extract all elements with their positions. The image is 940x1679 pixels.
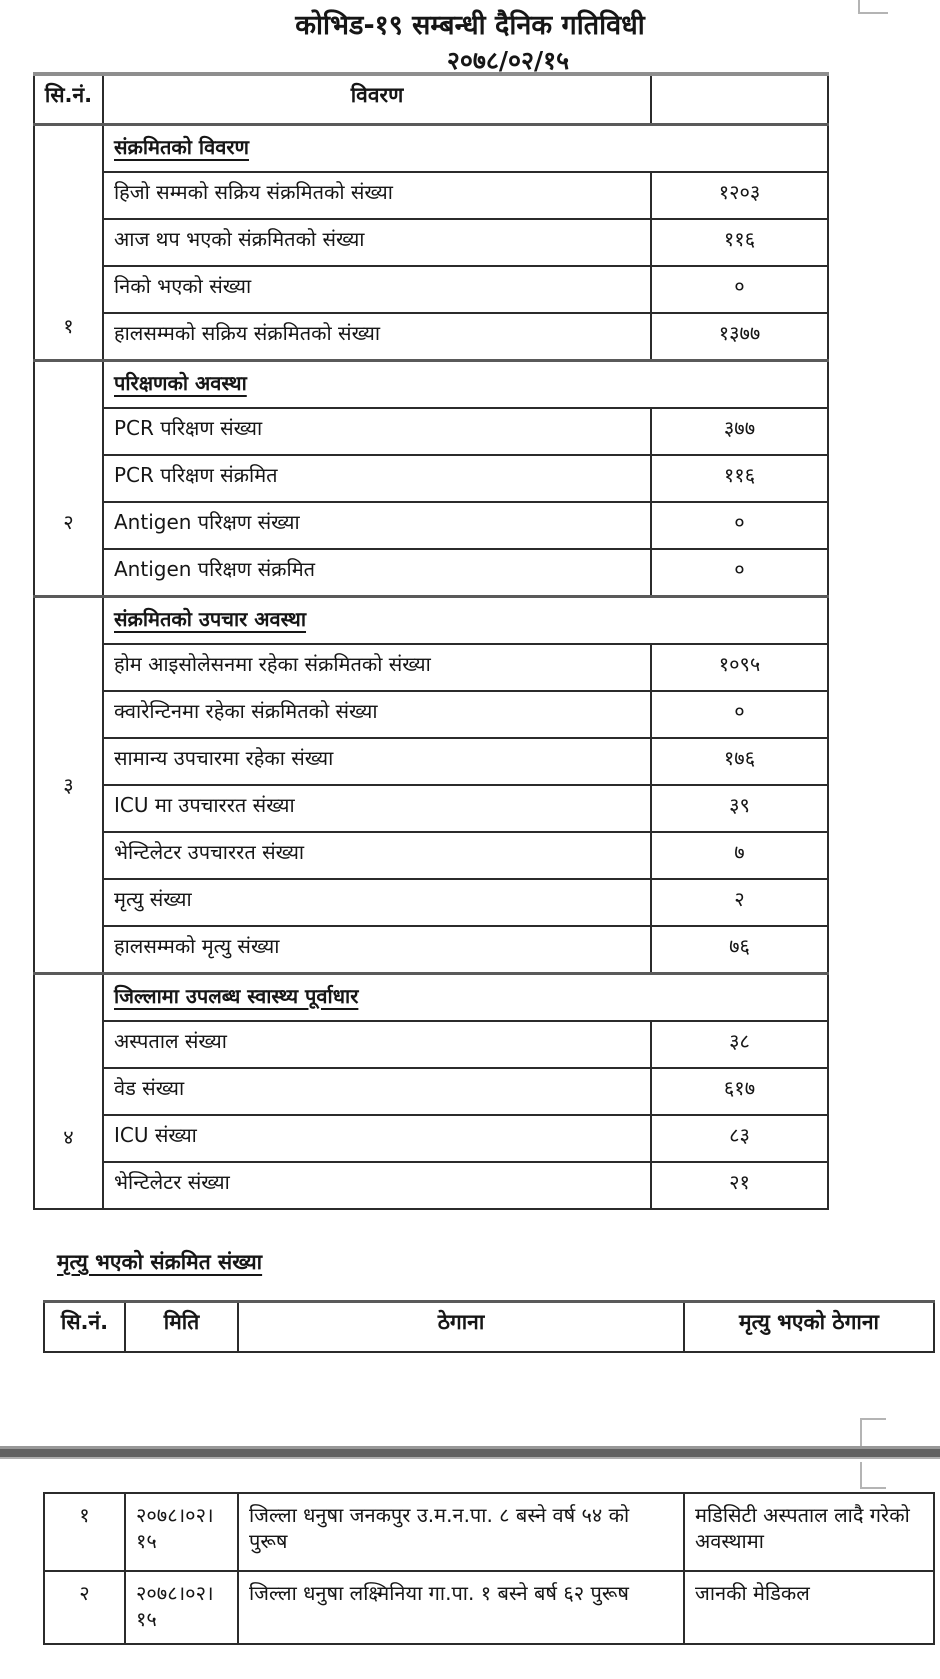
section-title (103, 360, 828, 408)
col-header-detail: विवरण (103, 74, 651, 124)
table-row (34, 219, 828, 266)
row-value: ३८ (651, 1021, 828, 1068)
deaths-table-header (43, 1300, 935, 1353)
death-address: जिल्ला धनुषा जनकपुर उ.म.न.पा. ८ बस्ने वर्ष ५४ को पुरूष (238, 1493, 684, 1571)
row-label: भेन्टिलेटर उपचाररत संख्या (103, 832, 651, 879)
death-sn: २ (44, 1571, 125, 1644)
page-break-divider (0, 1446, 940, 1459)
row-label: PCR परिक्षण संख्या (103, 408, 651, 455)
row-value: ११६ (651, 219, 828, 266)
section-title-text: परिक्षणको अवस्था (114, 370, 247, 395)
table-row (34, 832, 828, 879)
table-row (34, 926, 828, 973)
table-row (34, 738, 828, 785)
deaths-table-rows (43, 1492, 935, 1645)
row-label: सामान्य उपचारमा रहेका संख्या (103, 738, 651, 785)
row-value: ० (651, 549, 828, 596)
col-header: मिति (125, 1302, 238, 1352)
table-row (34, 879, 828, 926)
row-label: अस्पताल संख्या (103, 1021, 651, 1068)
row-label: ICU मा उपचाररत संख्या (103, 785, 651, 832)
row-label: PCR परिक्षण संक्रमित (103, 455, 651, 502)
col-header-value (651, 74, 828, 124)
row-label: Antigen परिक्षण संक्रमित (103, 549, 651, 596)
death-address: जिल्ला धनुषा लक्ष्मिनिया गा.पा. १ बस्ने बर्ष ६२ पुरूष (238, 1571, 684, 1644)
page-corner-mark (860, 1418, 862, 1447)
death-sn: १ (44, 1493, 125, 1571)
col-header: मृत्यु भएको ठेगाना (684, 1302, 934, 1352)
col-header: ठेगाना (238, 1302, 684, 1352)
row-label: वेड संख्या (103, 1068, 651, 1115)
row-value: ७ (651, 832, 828, 879)
row-value: १२०३ (651, 172, 828, 219)
section-title-text: संक्रमितको उपचार अवस्था (114, 606, 307, 631)
table-row (34, 644, 828, 691)
row-value: ० (651, 266, 828, 313)
section-title (103, 973, 828, 1021)
table-row (44, 1571, 934, 1644)
row-value: १०९५ (651, 644, 828, 691)
daily-activity-table (33, 72, 829, 1210)
section-title (103, 124, 828, 172)
row-value: १३७७ (651, 313, 828, 360)
death-place: जानकी मेडिकल (684, 1571, 934, 1644)
section-title (103, 596, 828, 644)
table-row (34, 313, 828, 360)
section-number: ३ (34, 596, 103, 973)
table-row (34, 549, 828, 596)
row-value: २१ (651, 1162, 828, 1209)
section-number: १ (34, 124, 103, 360)
section-title-row (34, 124, 828, 172)
row-label: हिजो सम्मको सक्रिय संक्रमितको संख्या (103, 172, 651, 219)
row-label: आज थप भएको संक्रमितको संख्या (103, 219, 651, 266)
row-value: २ (651, 879, 828, 926)
section-number: ४ (34, 973, 103, 1209)
row-value: ३९ (651, 785, 828, 832)
table-row (34, 1021, 828, 1068)
section-title-row (34, 596, 828, 644)
col-header-sn: सि.नं. (34, 74, 103, 124)
section-title-text: संक्रमितको विवरण (114, 134, 249, 159)
row-label: हालसम्मको सक्रिय संक्रमितको संख्या (103, 313, 651, 360)
table-row (34, 1115, 828, 1162)
row-label: Antigen परिक्षण संख्या (103, 502, 651, 549)
table-row (34, 1068, 828, 1115)
row-value: ७६ (651, 926, 828, 973)
death-date: २०७८।०२। १५ (125, 1571, 238, 1644)
table-row (34, 502, 828, 549)
row-label: क्वारेन्टिनमा रहेका संक्रमितको संख्या (103, 691, 651, 738)
row-label: मृत्यु संख्या (103, 879, 651, 926)
death-place: मडिसिटी अस्पताल लादै गरेको अवस्थामा (684, 1493, 934, 1571)
table-row (34, 266, 828, 313)
row-label: होम आइसोलेसनमा रहेका संक्रमितको संख्या (103, 644, 651, 691)
table-row (44, 1493, 934, 1571)
table-row (34, 785, 828, 832)
row-value: ६१७ (651, 1068, 828, 1115)
row-value: ८३ (651, 1115, 828, 1162)
table-row (34, 408, 828, 455)
table-row (34, 691, 828, 738)
section-title-row (34, 360, 828, 408)
row-label: भेन्टिलेटर संख्या (103, 1162, 651, 1209)
col-header: सि.नं. (44, 1302, 125, 1352)
section-title-row (34, 973, 828, 1021)
death-date: २०७८।०२। १५ (125, 1493, 238, 1571)
section-title-text: जिल्लामा उपलब्ध स्वास्थ्य पूर्वाधार (114, 983, 359, 1008)
row-value: ३७७ (651, 408, 828, 455)
row-value: ० (651, 691, 828, 738)
row-label: निको भएको संख्या (103, 266, 651, 313)
table-header-row (44, 1302, 934, 1352)
page-corner-mark (860, 1487, 886, 1489)
page-title: कोभिड-१९ सम्बन्धी दैनिक गतिविधी (295, 10, 645, 41)
section-number: २ (34, 360, 103, 596)
table-row (34, 172, 828, 219)
table-header-row (34, 74, 828, 124)
deaths-heading: मृत्यु भएको संक्रमित संख्या (57, 1250, 263, 1274)
page-corner-mark (860, 1462, 862, 1489)
row-value: १७६ (651, 738, 828, 785)
page-corner-mark (860, 1418, 886, 1420)
row-value: ० (651, 502, 828, 549)
report-date: २०७८/०२/१५ (446, 46, 570, 75)
row-label: ICU संख्या (103, 1115, 651, 1162)
row-value: ११६ (651, 455, 828, 502)
table-row (34, 455, 828, 502)
table-row (34, 1162, 828, 1209)
row-label: हालसम्मको मृत्यु संख्या (103, 926, 651, 973)
